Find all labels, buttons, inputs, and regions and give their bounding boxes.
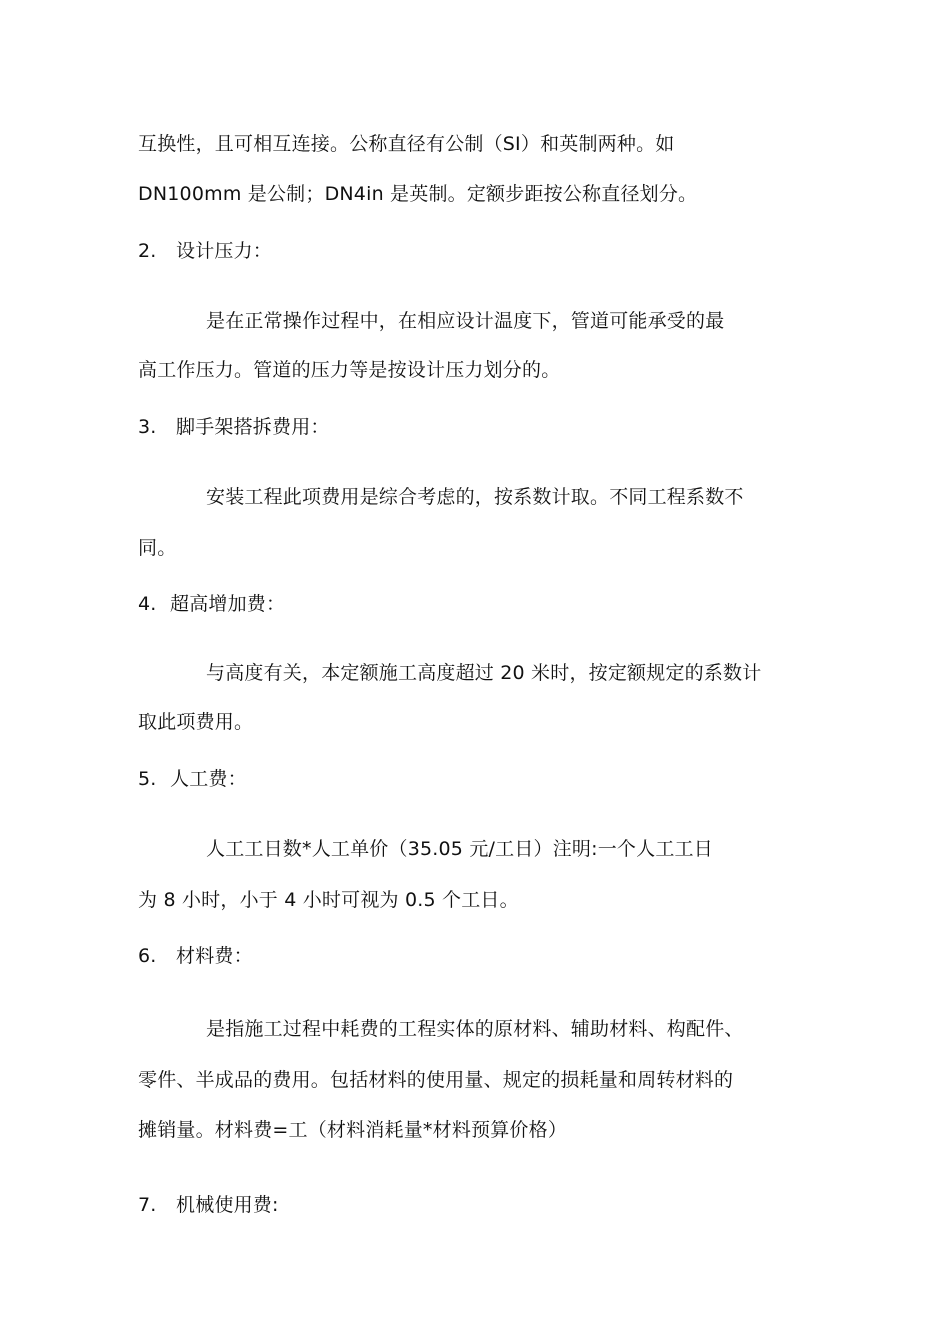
- section-heading: [138, 766, 247, 792]
- section-number: 5.: [138, 768, 157, 790]
- section-number: 7.: [138, 1194, 157, 1216]
- section-title: 脚手架搭拆费用：: [176, 416, 330, 438]
- section-heading: [138, 1192, 279, 1218]
- section-heading: [138, 943, 253, 969]
- section-number: 4.: [138, 593, 157, 615]
- paragraph-line: 取此项费用。: [138, 711, 254, 733]
- section-heading: [138, 414, 330, 440]
- section-number: 2.: [138, 240, 157, 262]
- section-title: 机械使用费:: [176, 1194, 279, 1216]
- paragraph-line: DN100mm 是公制；DN4in 是英制。定额步距按公称直径划分。: [138, 183, 698, 205]
- section-title: 设计压力：: [176, 240, 273, 262]
- paragraph-line: 与高度有关，本定额施工高度超过 20 米时，按定额规定的系数计: [206, 662, 762, 684]
- section-title: 材料费：: [176, 945, 253, 967]
- section-heading: [138, 238, 272, 264]
- section-number: 6.: [138, 945, 157, 967]
- section-title: 人工费：: [170, 768, 247, 790]
- section-number: 3.: [138, 416, 157, 438]
- paragraph-line: 人工工日数*人工单价（35.05 元/工日）注明:一个人工工日: [206, 838, 713, 860]
- paragraph-line: 是在正常操作过程中，在相应设计温度下，管道可能承受的最: [206, 310, 725, 332]
- paragraph-line: 摊销量。材料费=工（材料消耗量*材料预算价格）: [138, 1119, 568, 1141]
- section-heading: [138, 591, 285, 617]
- paragraph-line: 零件、半成品的费用。包括材料的使用量、规定的损耗量和周转材料的: [138, 1069, 734, 1091]
- paragraph-line: 是指施工过程中耗费的工程实体的原材料、辅助材料、构配件、: [206, 1018, 744, 1040]
- section-title: 超高增加费：: [170, 593, 286, 615]
- paragraph-line: 高工作压力。管道的压力等是按设计压力划分的。: [138, 359, 561, 381]
- paragraph-line: 安装工程此项费用是综合考虑的，按系数计取。不同工程系数不: [206, 486, 744, 508]
- paragraph-line: 互换性，且可相互连接。公称直径有公制（SI）和英制两种。如: [138, 133, 675, 155]
- paragraph-line: 同。: [138, 537, 177, 559]
- paragraph-line: 为 8 小时，小于 4 小时可视为 0.5 个工日。: [138, 889, 519, 911]
